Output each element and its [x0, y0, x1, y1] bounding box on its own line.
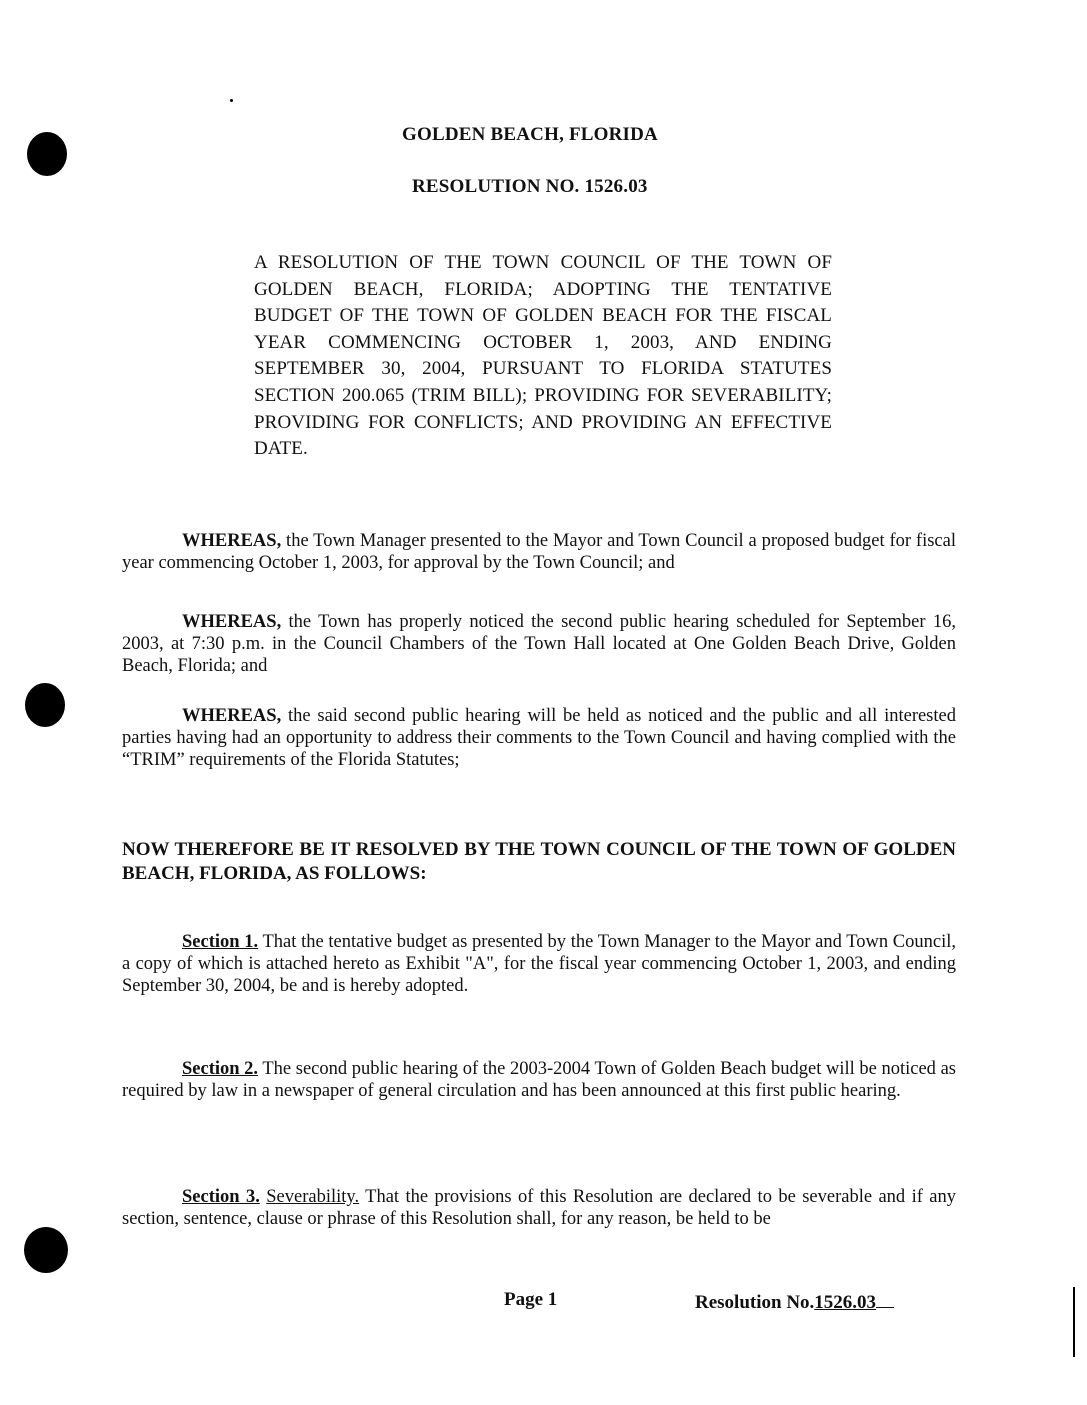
scan-edge-mark [1073, 1287, 1075, 1357]
section-label: Section 3. [182, 1187, 260, 1207]
footer-resolution-number: 1526.03 [814, 1292, 877, 1313]
section-1 [122, 931, 956, 997]
section-text: That the tentative budget as presented by the Town Manager to the Mayor and Town Council, a copy of which is attached hereto as Exhibit "A", for the fiscal year commencing October 1, 2003, and ending September 30, 2004, be and is hereby adopted. [122, 932, 956, 996]
punch-hole [27, 132, 67, 176]
section-2 [122, 1058, 956, 1102]
section-3 [122, 1186, 956, 1230]
resolution-abstract: A RESOLUTION OF THE TOWN COUNCIL OF THE TOWN OF GOLDEN BEACH, FLORIDA; ADOPTING THE TENTATIVE BUDGET OF THE TOWN OF GOLDEN BEACH FOR THE FISCAL YEAR COMMENCING OCTOBER 1, 2003, AND ENDING SEPTEMBER 30, 2004, PURSUANT TO FLORIDA STATUTES SECTION 200.065 (TRIM BILL); PROVIDING FOR SEVERABILITY; PROVIDING FOR CONFLICTS; AND PROVIDING AN EFFECTIVE DATE. [254, 252, 832, 460]
whereas-lead: WHEREAS, [182, 706, 282, 726]
whereas-paragraph-2 [122, 611, 956, 677]
underline-tail [876, 1293, 894, 1308]
scan-speck [230, 99, 233, 102]
document-page: GOLDEN BEACH, FLORIDA RESOLUTION NO. 1526.03 A RESOLUTION OF THE TOWN COUNCIL OF THE TOWN OF GOLDEN BEACH, FLORIDA; ADOPTING THE TENTATIVE BUDGET OF THE TOWN OF GOLDEN BEACH FOR THE FISCAL YEAR COMMENCING OCTOBER 1, 2003, AND ENDING SEPTEMBER 30, 2004, PURSUANT TO FLORIDA STATUTES SECTION 200.065 (TRIM BILL); PROVIDING FOR SEVERABILITY; PROVIDING FOR CONFLICTS; AND PROVIDING AN EFFECTIVE DATE. WHEREAS, the Town Manager presented to the Mayor and Town Council a proposed budget for fiscal year commencing October 1, 2003, for approval by the Town Council; and WHEREAS, the Town has properly noticed the second public hearing scheduled for September 16, 2003, at 7:30 p.m. in the Council Chambers of the Town Hall located at One Golden Beach Drive, Golden Beach, Florida; and WHEREAS, the said second public hearing will be held as noticed and the public and all interested parties having had an opportunity to address their comments to the Town Council and having complied with the “TRIM” requirements of the Florida Statutes; NOW THEREFORE BE IT RESOLVED BY THE TOWN COUNCIL OF THE TOWN OF GOLDEN BEACH, FLORIDA, AS FOLLOWS: Section 1. That the tentative budget as presented by the Town Manager to the Mayor and Town Council, a copy of which is attached hereto as Exhibit "A", for the fiscal year commencing October 1, 2003, and ending September 30, 2004, be and is hereby adopted. Section 2. The second public hearing of the 2003-2004 Town of Golden Beach budget will be noticed as required by law in a newspaper of general circulation and has been announced at this first public hearing. Section 3. Severability. That the provisions of this Resolution are declared to be severable and if any section, sentence, clause or phrase of this Resolution shall, for any reason, be held to be Page 1 Resolution No.1526.03 [0, 0, 1087, 1405]
resolved-heading: NOW THEREFORE BE IT RESOLVED BY THE TOWN COUNCIL OF THE TOWN OF GOLDEN BEACH, FLORIDA, AS FOLLOWS: [122, 839, 956, 884]
section-text: That the provisions of this Resolution are declared to be severable and if any section, sentence, clause or phrase of this Resolution shall, for any reason, be held to be [122, 1187, 957, 1229]
whereas-lead: WHEREAS, [182, 531, 282, 551]
whereas-text: the Town has properly noticed the second public hearing scheduled for September 16, 2003, at 7:30 p.m. in the Council Chambers of the Town Hall located at One Golden Beach Drive, Golden Beach, Florida; and [122, 612, 956, 676]
section-text: The second public hearing of the 2003-2004 Town of Golden Beach budget will be noticed as required by law in a newspaper of general circulation and has been announced at this first public hearing. [122, 1059, 956, 1101]
section-label: Section 2. [182, 1059, 259, 1079]
punch-hole [25, 683, 65, 727]
footer-resolution-label: Resolution No. [695, 1292, 815, 1313]
punch-hole [24, 1227, 68, 1273]
whereas-lead: WHEREAS, [182, 612, 282, 632]
whereas-text: the Town Manager presented to the Mayor and Town Council a proposed budget for fiscal year commencing October 1, 2003, for approval by the Town Council; and [122, 531, 956, 573]
footer-resolution [695, 1292, 894, 1314]
whereas-text: the said second public hearing will be held as noticed and the public and all interested parties having had an opportunity to address their comments to the Town Council and having complied with the “TRIM” requirements of the Florida Statutes; [122, 706, 956, 770]
whereas-paragraph-1 [122, 530, 956, 574]
whereas-paragraph-3 [122, 705, 956, 771]
page-number: Page 1 [504, 1289, 558, 1310]
section-label: Section 1. [182, 932, 259, 952]
section-subtitle: Severability. [266, 1187, 360, 1207]
